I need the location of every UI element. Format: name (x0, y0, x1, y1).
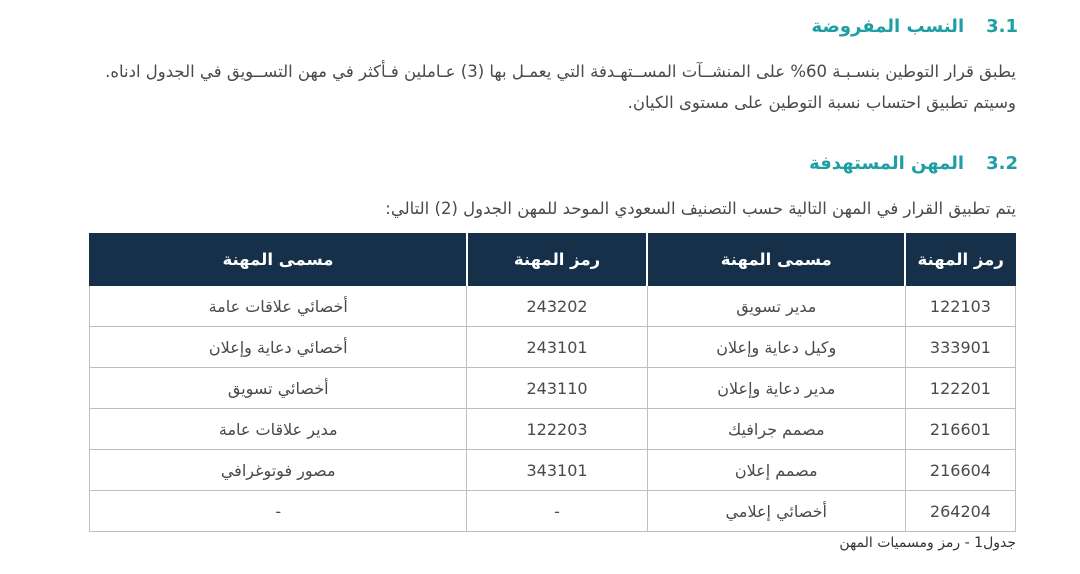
occupation-title-cell: أخصائي تسويق (90, 368, 467, 409)
table-header-row (90, 234, 1016, 286)
section-paragraph-occupations: يتم تطبيق القرار في المهن التالية حسب التصنيف السعودي الموحد للمهن الجدول (2) التالي: (385, 199, 1016, 218)
section-number: 3.1 (986, 16, 1018, 37)
table-row (90, 368, 1016, 409)
header-occupation-code: رمز المهنة (467, 234, 647, 286)
section-paragraph-ratios: يطبق قرار التوطين بنسـبـة 60% على المنشــآت المســتهـدفة التي يعمـل بها (3) عـاملين فـأكثر في مهن التســويق في الجدول ادناه. وسيتم تطبيق احتساب نسبة التوطين على مستوى الكيان. (105, 62, 1016, 112)
occupation-title-cell: مدير علاقات عامة (90, 409, 467, 450)
occupation-code-cell: 264204 (905, 491, 1015, 532)
occupation-title-cell: مدير تسويق (647, 286, 905, 327)
occupation-code-cell: 122203 (467, 409, 647, 450)
occupation-title-cell: مصمم جرافيك (647, 409, 905, 450)
header-occupation-title: مسمى المهنة (647, 234, 905, 286)
occupation-code-cell: 343101 (467, 450, 647, 491)
occupation-title-cell: مصور فوتوغرافي (90, 450, 467, 491)
occupation-title-cell: أخصائي علاقات عامة (90, 286, 467, 327)
occupation-code-cell: 216604 (905, 450, 1015, 491)
occupation-code-cell: 122103 (905, 286, 1015, 327)
table-row (90, 491, 1016, 532)
occupation-title-cell: أخصائي إعلامي (647, 491, 905, 532)
section-number: 3.2 (986, 153, 1018, 174)
occupation-code-cell: 243202 (467, 286, 647, 327)
occupation-title-cell: أخصائي دعاية وإعلان (90, 327, 467, 368)
occupation-title-cell: مصمم إعلان (647, 450, 905, 491)
occupation-code-cell: 216601 (905, 409, 1015, 450)
table-row (90, 327, 1016, 368)
section-title: المهن المستهدفة (809, 153, 965, 174)
occupation-title-cell: مدير دعاية وإعلان (647, 368, 905, 409)
occupation-code-cell: 243101 (467, 327, 647, 368)
occupation-code-cell: - (467, 491, 647, 532)
occupation-title-cell: - (90, 491, 467, 532)
header-occupation-title: مسمى المهنة (90, 234, 467, 286)
occupation-code-cell: 122201 (905, 368, 1015, 409)
table-caption: جدول1 - رمز ومسميات المهن (839, 535, 1016, 551)
table-row (90, 450, 1016, 491)
occupation-code-cell: 333901 (905, 327, 1015, 368)
table-row (90, 286, 1016, 327)
section-title: النسب المفروضة (811, 16, 965, 37)
section-heading-imposed-ratios (812, 16, 1018, 37)
occupation-title-cell: وكيل دعاية وإعلان (647, 327, 905, 368)
section-heading-target-occupations (809, 153, 1018, 174)
table-row (90, 409, 1016, 450)
occupations-table (89, 233, 1016, 532)
header-occupation-code: رمز المهنة (905, 234, 1015, 286)
occupation-code-cell: 243110 (467, 368, 647, 409)
